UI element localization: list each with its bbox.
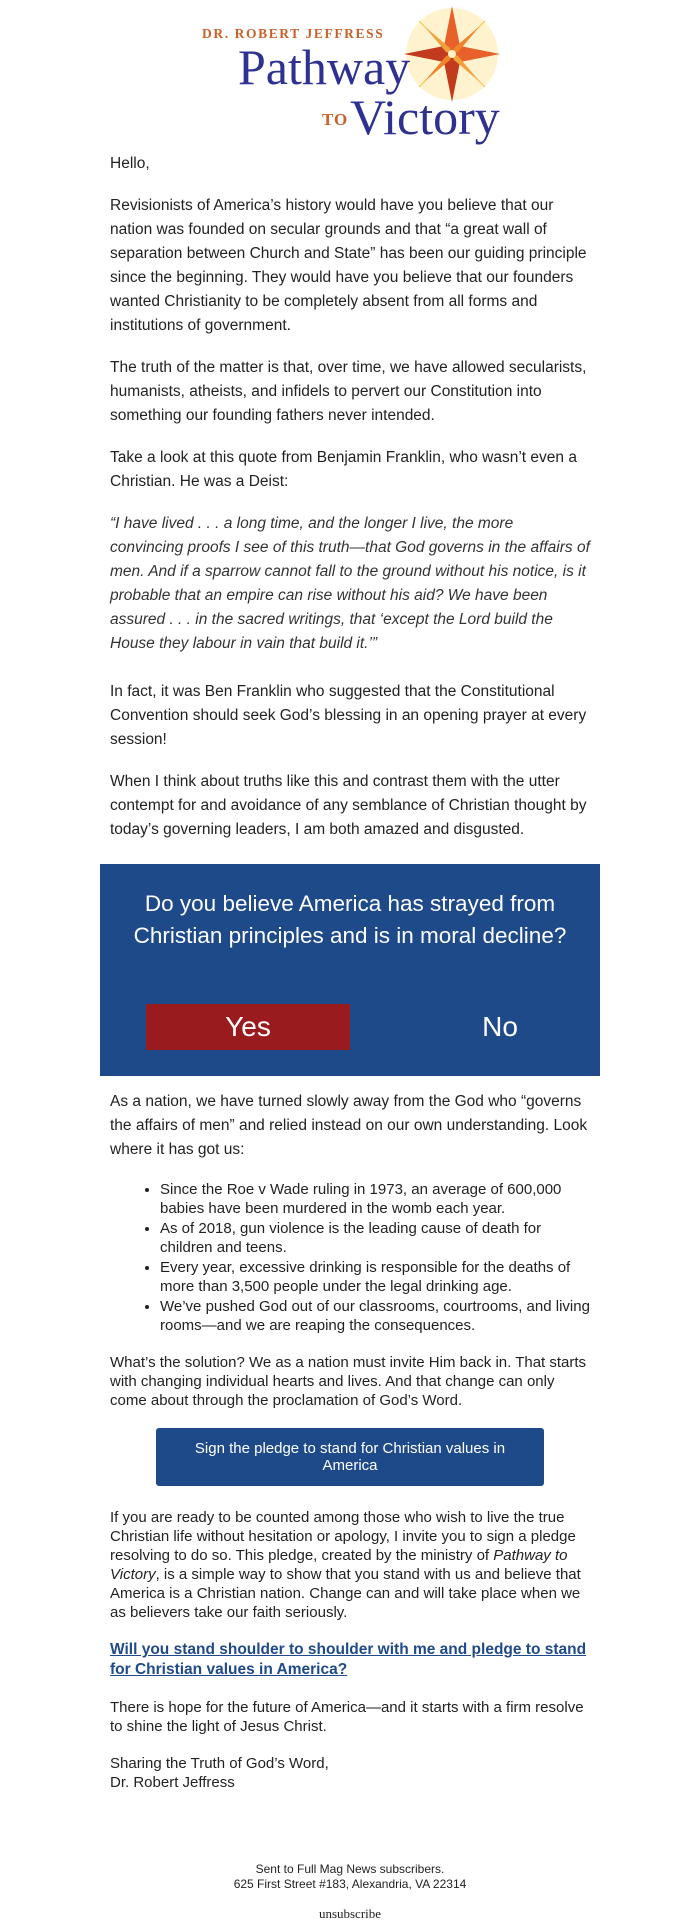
unsubscribe-link[interactable]: unsubscribe <box>318 1906 382 1921</box>
footer <box>0 1862 700 1922</box>
ministry-name: Pathway to Victory <box>110 1547 568 1583</box>
sign-pledge-button[interactable]: Sign the pledge to stand for Christian values in America <box>156 1428 544 1486</box>
consequences-list <box>110 1180 590 1335</box>
logo[interactable] <box>0 0 700 150</box>
footer-line-1: Sent to Full Mag News subscribers. <box>255 1862 445 1876</box>
signature-line-2: Dr. Robert Jeffress <box>110 1774 235 1791</box>
poll-box <box>100 864 600 1076</box>
closing-text-before: If you are ready to be counted among those who wish to live the true Christian life without hesitation or apology, I invite you to sign a pledge resolving to do so. This pledge, created by the ministry of <box>110 1509 576 1564</box>
poll-yes-button[interactable]: Yes <box>146 1004 350 1050</box>
closing-text-after: , is a simple way to show that you stand with us and believe that America is a Christian nation. Change can and will take place when we as believers take our faith seriously. <box>110 1566 581 1621</box>
signature-line-1: Sharing the Truth of God’s Word, <box>110 1755 329 1772</box>
poll-no-button[interactable]: No <box>400 1004 600 1050</box>
logo-brand-line1: Pathway <box>238 39 411 95</box>
logo-brand-to: TO <box>322 110 349 129</box>
poll-question: Do you believe America has strayed from Christian principles and is in moral decline? <box>133 891 567 948</box>
middle-paragraph-2: What’s the solution? We as a nation must invite Him back in. That starts with changing individual hearts and lives. And that change can only come about through the proclamation of God’s Word. <box>110 1354 587 1409</box>
closing-section <box>0 1508 700 1792</box>
pledge-link-paragraph <box>110 1640 590 1680</box>
logo-kicker: DR. ROBERT JEFFRESS <box>202 26 385 41</box>
intro-paragraph-2: The truth of the matter is that, over time, we have allowed secularists, humanists, atheists, and infidels to pervert our Constitution into something our founding fathers never intended. <box>110 359 587 424</box>
greeting: Hello, <box>110 155 150 172</box>
intro-paragraph-3: Take a look at this quote from Benjamin Franklin, who wasn’t even a Christian. He was a Deist: <box>110 449 577 490</box>
pledge-link[interactable]: Will you stand shoulder to shoulder with me and pledge to stand for Christian values in America? <box>110 1641 587 1678</box>
footer-address: 625 First Street #183, Alexandria, VA 22314 <box>233 1877 467 1891</box>
middle-paragraph-1: As a nation, we have turned slowly away from the God who “governs the affairs of men” and relied instead on our own understanding. Look where it has got us: <box>110 1093 588 1158</box>
list-item: • We’ve pushed God out of our classrooms, courtrooms, and living rooms—and we are reaping the consequences. <box>160 1297 590 1335</box>
intro-section <box>0 152 700 842</box>
middle-section <box>0 1090 700 1410</box>
list-item: • Since the Roe v Wade ruling in 1973, an average of 600,000 babies have been murdered in the womb each year. <box>160 1180 590 1218</box>
cta-row <box>0 1428 700 1486</box>
list-item: • Every year, excessive drinking is responsible for the deaths of more than 3,500 people under the legal drinking age. <box>160 1258 590 1296</box>
franklin-quote: “I have lived . . . a long time, and the longer I live, the more convincing proofs I see of this truth—that God governs in the affairs of men. And if a sparrow cannot fall to the ground without his notice, is it probable that an empire can rise without his aid? We have been assured . . . in the sacred writings, that ‘except the Lord build the House they labour in vain that build it.’” <box>110 515 590 652</box>
logo-brand-line2: Victory <box>350 89 500 145</box>
intro-paragraph-1: Revisionists of America’s history would have you believe that our nation was founded on secular grounds and that “a great wall of separation between Church and State” has been our guiding principle since the beginning. They would have you believe that our founders wanted Christianity to be completely absent from all forms and institutions of government. <box>110 197 587 334</box>
list-item: • As of 2018, gun violence is the leading cause of death for children and teens. <box>160 1219 590 1257</box>
intro-paragraph-4: In fact, it was Ben Franklin who suggested that the Constitutional Convention should seek God’s blessing in an opening prayer at every session! <box>110 683 587 748</box>
intro-paragraph-5: When I think about truths like this and contrast them with the utter contempt for and avoidance of any semblance of Christian thought by today’s governing leaders, I am both amazed and disgusted. <box>110 773 587 838</box>
signature <box>110 1754 590 1792</box>
closing-paragraph-1 <box>110 1508 590 1622</box>
closing-paragraph-2: There is hope for the future of America—and it starts with a firm resolve to shine the light of Jesus Christ. <box>110 1699 584 1735</box>
